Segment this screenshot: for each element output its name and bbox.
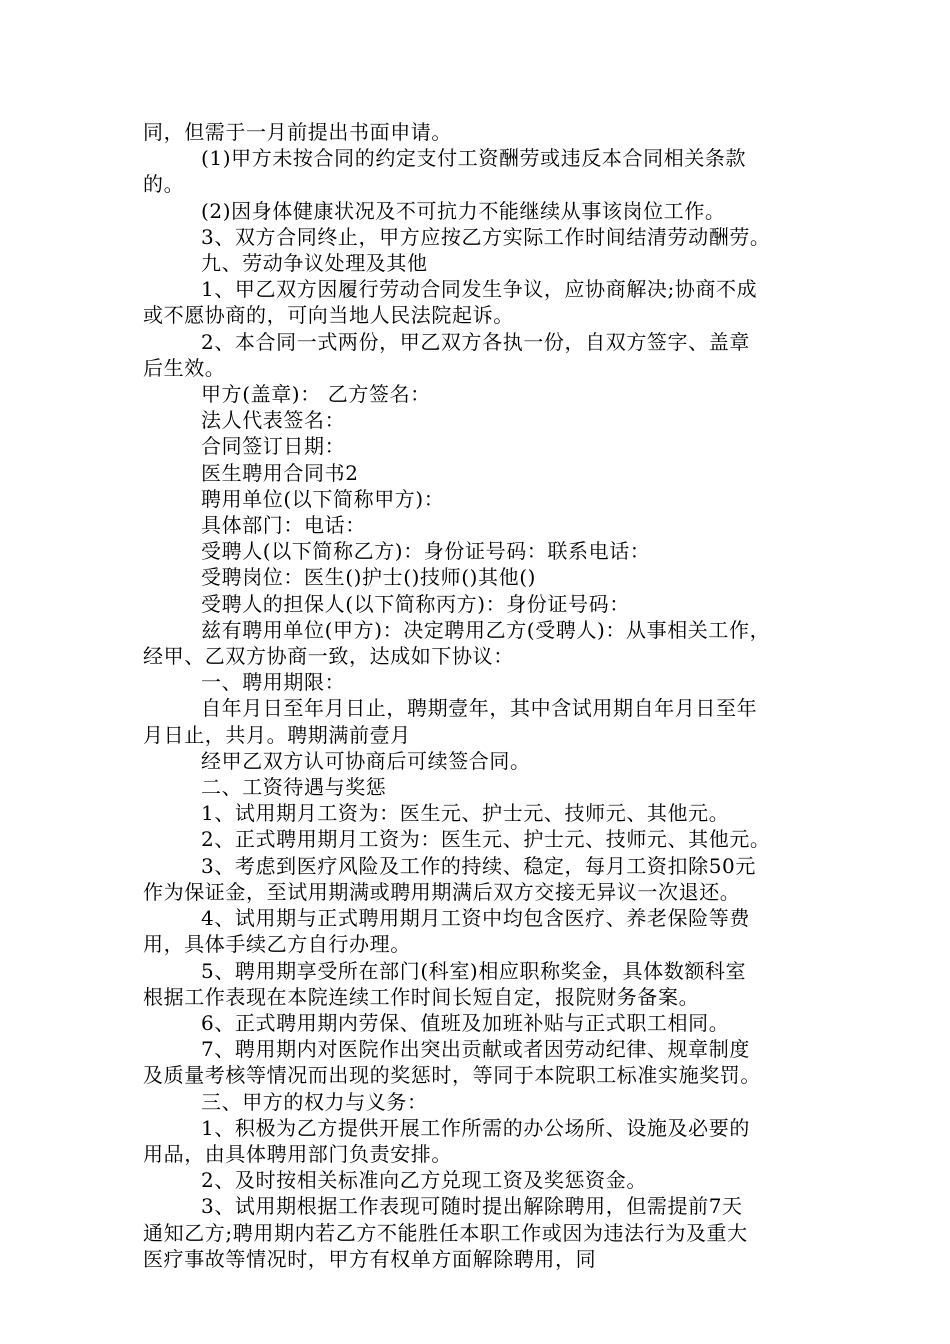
text-line: 或不愿协商的，可向当地人民法院起诉。 xyxy=(143,303,514,328)
text-line: 根据工作表现在本院连续工作时间长短自定，报院财务备案。 xyxy=(143,984,700,1009)
text-line: 4、试用期与正式聘用期月工资中均包含医疗、养老保险等费 xyxy=(201,906,750,931)
text-line: (2)因身体健康状况及不可抗力不能继续从事该岗位工作。 xyxy=(201,198,726,223)
text-line: 兹有聘用单位(甲方)：决定聘用乙方(受聘人)：从事相关工作， xyxy=(201,617,771,642)
form-field-line: 聘用单位(以下简称甲方)： xyxy=(201,486,445,511)
text-line: 同，但需于一月前提出书面申请。 xyxy=(143,120,452,144)
text-line: 6、正式聘用期内劳保、值班及加班补贴与正式职工相同。 xyxy=(201,1010,730,1035)
contract-text xyxy=(143,119,813,1272)
text-line: 3、考虑到医疗风险及工作的持续、稳定，每月工资扣除50元 xyxy=(201,853,756,878)
text-line: 1、试用期月工资为：医生元、护士元、技师元、其他元。 xyxy=(201,801,730,826)
form-field-line: 具体部门：电话： xyxy=(201,513,366,538)
section-heading: 二、工资待遇与奖惩 xyxy=(201,775,387,800)
signature-line: 甲方(盖章)： 乙方签名： xyxy=(201,382,431,407)
text-line: 作为保证金，至试用期满或聘用期满后双方交接无异议一次退还。 xyxy=(143,879,741,904)
text-line: 用，具体手续乙方自行办理。 xyxy=(143,932,411,957)
text-line: 医疗事故等情况时，甲方有权单方面解除聘用，同 xyxy=(143,1246,597,1271)
text-line: 经甲乙双方认可协商后可续签合同。 xyxy=(201,748,531,773)
text-line: 3、试用期根据工作表现可随时提出解除聘用，但需提前7天 xyxy=(201,1194,743,1219)
section-heading: 九、劳动争议处理及其他 xyxy=(201,251,428,276)
document-title: 医生聘用合同书2 xyxy=(201,460,359,485)
text-line: 经甲、乙双方协商一致，达成如下协议： xyxy=(143,644,514,669)
text-line: (1)甲方未按合同的约定支付工资酬劳或违反本合同相关条款 xyxy=(201,146,747,171)
text-line: 的。 xyxy=(143,172,185,197)
text-line: 2、正式聘用期月工资为：医生元、护士元、技师元、其他元。 xyxy=(201,827,771,852)
section-heading: 一、聘用期限： xyxy=(201,670,346,695)
text-line: 3、双方合同终止，甲方应按乙方实际工作时间结清劳动酬劳。 xyxy=(201,224,771,249)
form-field-line: 受聘人(以下简称乙方)：身份证号码：联系电话： xyxy=(201,539,651,564)
text-line: 自年月日至年月日止，聘期壹年，其中含试用期自年月日至年 xyxy=(201,696,758,721)
text-line: 2、及时按相关标准向乙方兑现工资及奖惩资金。 xyxy=(201,1168,647,1193)
text-line: 通知乙方;聘用期内若乙方不能胜任本职工作或因为违法行为及重大 xyxy=(143,1220,748,1245)
text-line: 1、积极为乙方提供开展工作所需的办公场所、设施及必要的 xyxy=(201,1115,750,1140)
form-field-line: 受聘岗位：医生()护士()技师()其他() xyxy=(201,565,537,590)
text-line: 1、甲乙双方因履行劳动合同发生争议，应协商解决;协商不成 xyxy=(201,277,758,302)
text-line: 7、聘用期内对医院作出突出贡献或者因劳动纪律、规章制度 xyxy=(201,1037,750,1062)
text-line: 及质量考核等情况而出现的奖惩时，等同于本院职工标准实施奖罚。 xyxy=(143,1063,761,1088)
text-line: 2、本合同一式两份，甲乙双方各执一份，自双方签字、盖章 xyxy=(201,329,750,354)
form-field-line: 受聘人的担保人(以下简称丙方)：身份证号码： xyxy=(201,591,630,616)
signature-line: 合同签订日期： xyxy=(201,434,346,459)
text-line: 5、聘用期享受所在部门(科室)相应职称奖金，具体数额科室 xyxy=(201,958,747,983)
text-line: 后生效。 xyxy=(143,355,226,380)
text-line: 月日止，共月。聘期满前壹月 xyxy=(143,722,411,747)
signature-line: 法人代表签名： xyxy=(201,408,346,433)
text-line: 用品，由具体聘用部门负责安排。 xyxy=(143,1141,452,1166)
section-heading: 三、甲方的权力与义务： xyxy=(201,1089,428,1114)
